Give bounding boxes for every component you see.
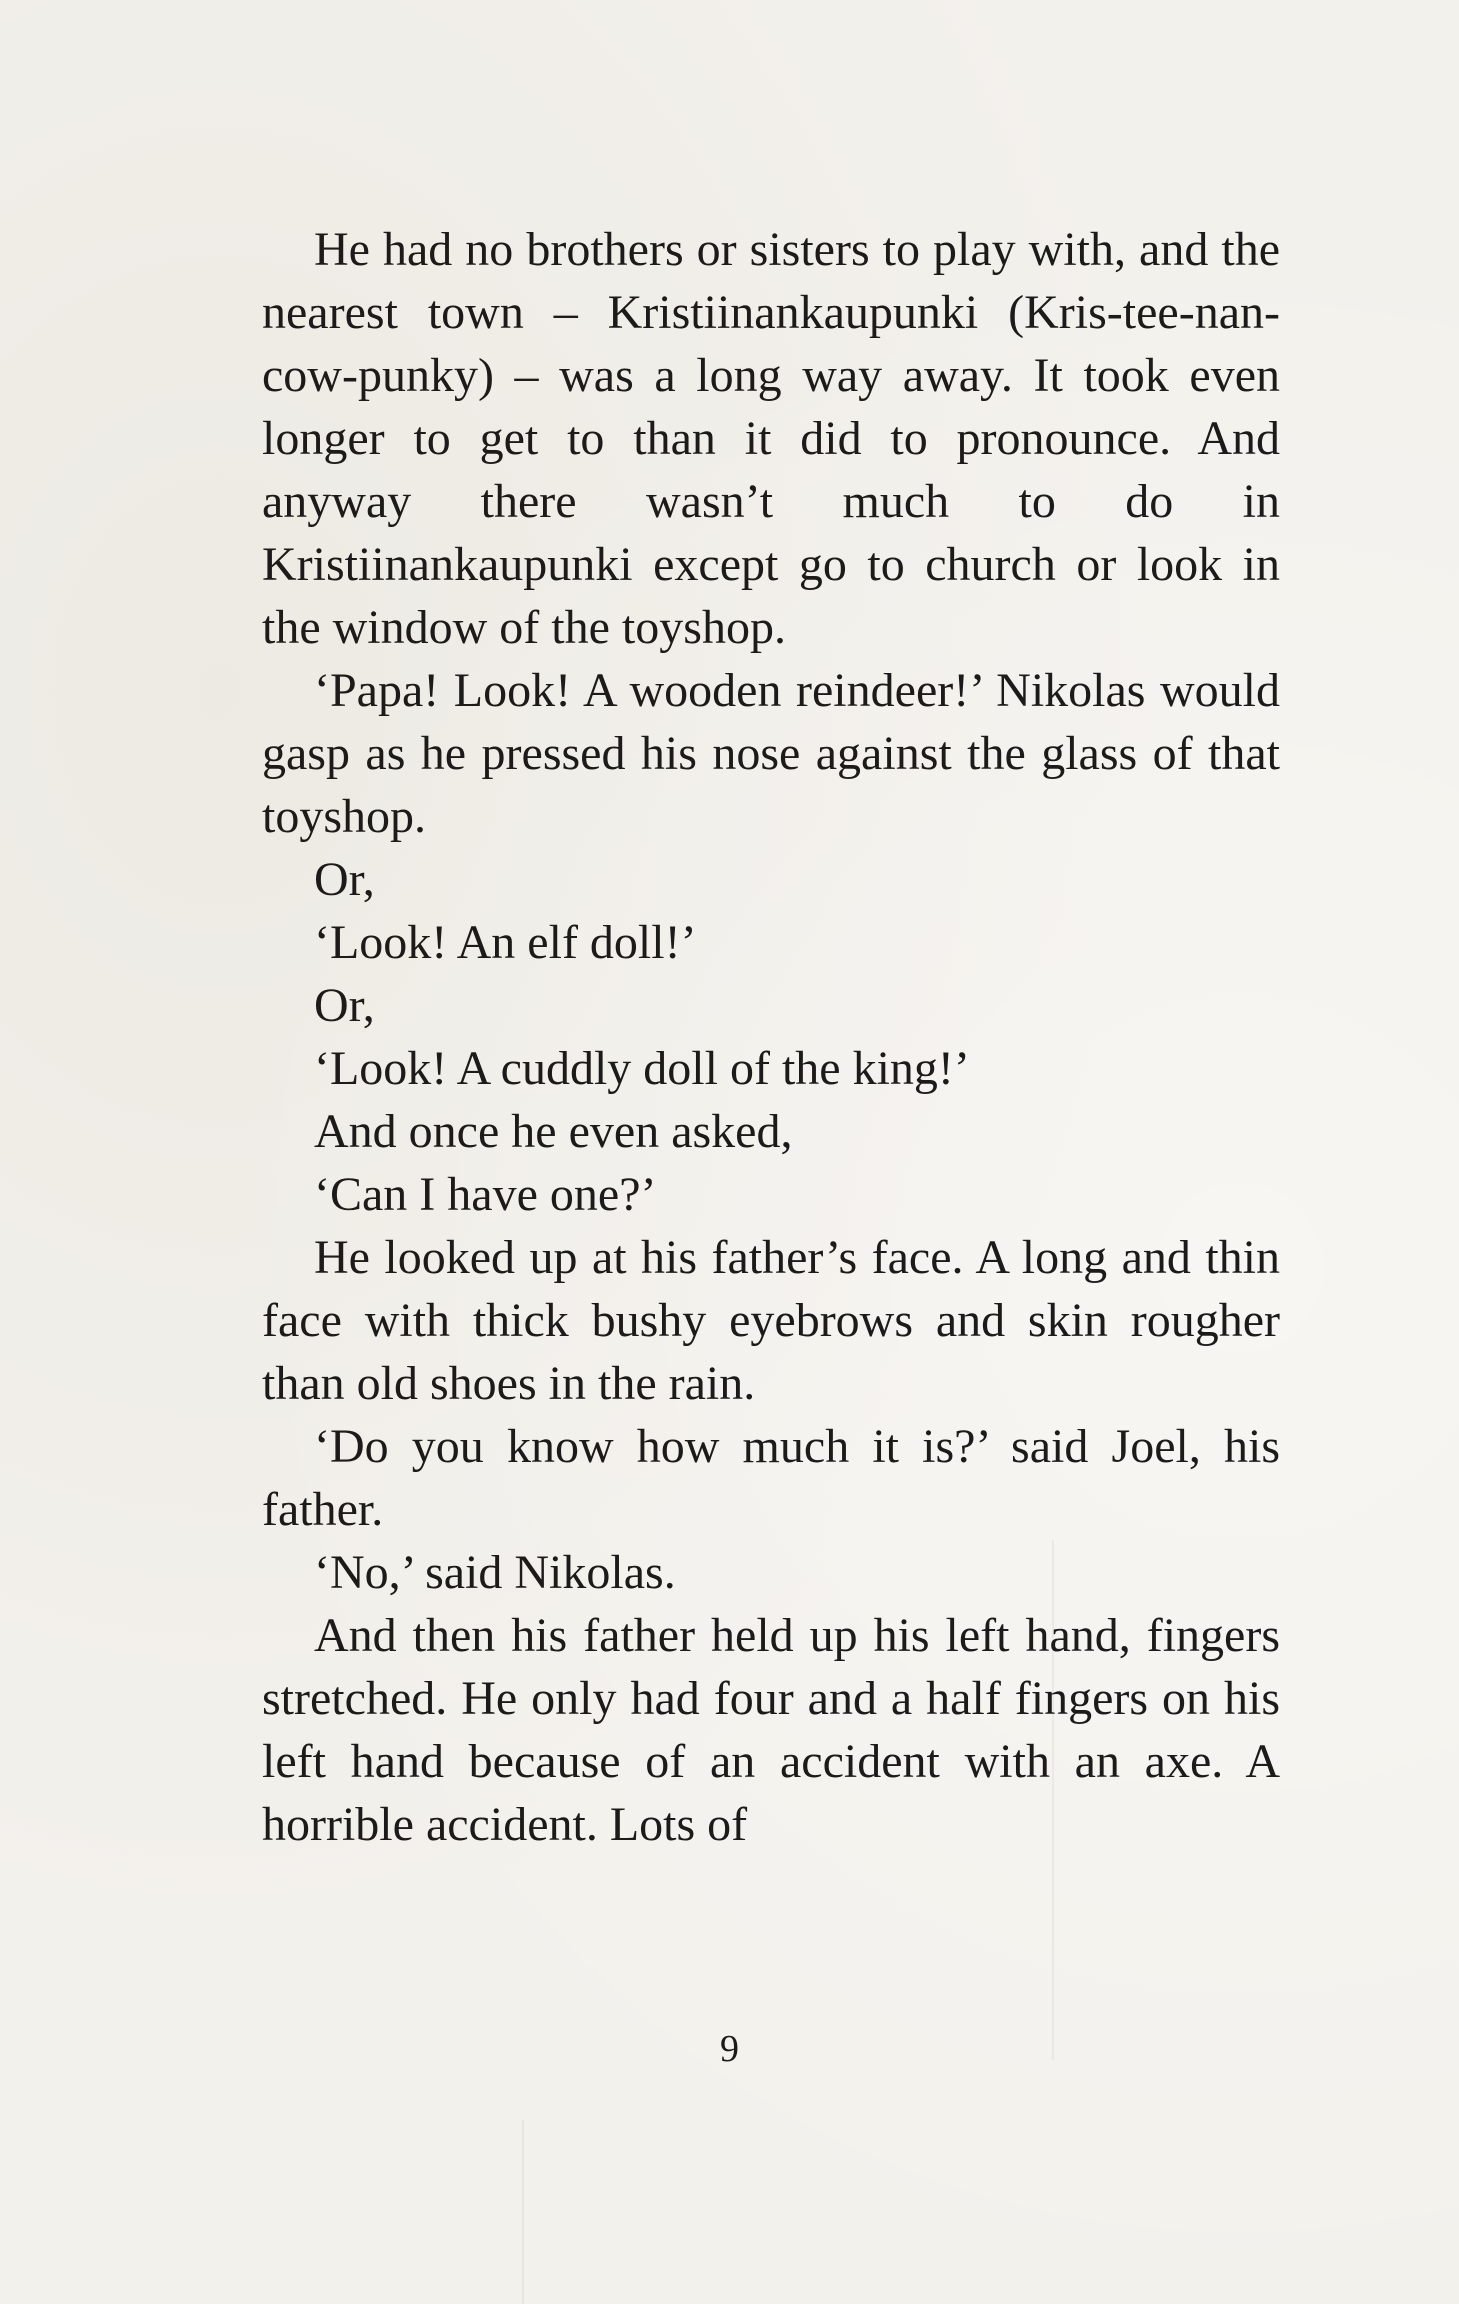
paragraph: ‘Look! A cuddly doll of the king!’ (314, 1042, 970, 1095)
paragraph: ‘Can I have one?’ (314, 1168, 657, 1221)
paper-crease-lower (522, 2120, 524, 2304)
paragraph: And once he even asked, (314, 1105, 793, 1158)
paragraph: ‘Do you know how much it is?’ said Joel, his father. (262, 1420, 1280, 1536)
paragraph: ‘Papa! Look! A wooden reindeer!’ Nikolas would gasp as he pressed his nose against the glass of that toyshop. (262, 664, 1280, 843)
paragraph: He looked up at his father’s face. A long and thin face with thick bushy eyebrows and skin rougher than old shoes in the rain. (262, 1231, 1280, 1410)
paragraph: ‘Look! An elf doll!’ (314, 916, 697, 969)
paragraph: Or, (314, 979, 375, 1032)
paragraph: Or, (314, 853, 375, 906)
paragraph: ‘No,’ said Nikolas. (314, 1546, 676, 1599)
body-text (262, 218, 1280, 1856)
paragraph: He had no brothers or sisters to play with, and the nearest town – Kristiinankaupunki (Kris-tee-nan-cow-punky) – was a long way away. It took even longer to get to than it did to pronounce. And anyway there wasn’t much to do in Kristiinankaupunki except go to church or look in the window of the toyshop. (262, 223, 1280, 654)
paragraph: And then his father held up his left hand, fingers stretched. He only had four and a half fingers on his left hand because of an accident with an axe. A horrible accident. Lots of (262, 1609, 1280, 1851)
page-number: 9 (720, 2028, 739, 2070)
